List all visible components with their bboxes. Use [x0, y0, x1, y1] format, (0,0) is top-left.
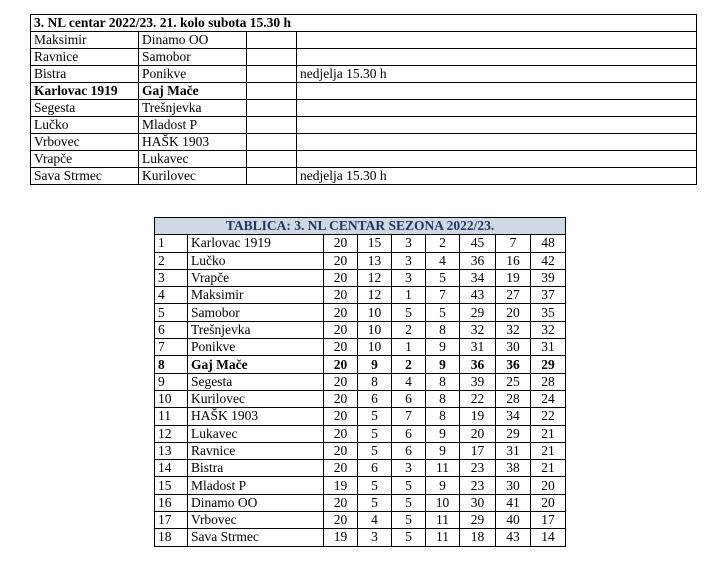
- standings-team: Karlovac 1919: [188, 235, 324, 252]
- standings-goals-for: 22: [460, 390, 496, 407]
- standings-losses: 9: [426, 339, 460, 356]
- fixture-row: [31, 66, 697, 83]
- standings-row: [155, 339, 566, 356]
- standings-row: [155, 287, 566, 304]
- fixture-away-team: Mladost P: [139, 117, 247, 134]
- standings-team: Lukavec: [188, 425, 324, 442]
- standings-goals-against: 43: [496, 529, 531, 546]
- standings-losses: 5: [426, 304, 460, 321]
- standings-wins: 6: [358, 390, 392, 407]
- standings-draws: 6: [392, 390, 426, 407]
- standings-losses: 11: [426, 529, 460, 546]
- standings-goals-for: 36: [460, 356, 496, 373]
- standings-rank: 10: [155, 390, 188, 407]
- standings-goals-for: 31: [460, 339, 496, 356]
- fixture-row: [31, 168, 697, 185]
- standings-goals-against: 41: [496, 494, 531, 511]
- fixture-note: [297, 32, 697, 49]
- standings-played: 20: [324, 235, 358, 252]
- fixture-note: [297, 151, 697, 168]
- fixture-row: [31, 49, 697, 66]
- standings-row: [155, 321, 566, 338]
- standings-team: Maksimir: [188, 287, 324, 304]
- fixture-note: [297, 134, 697, 151]
- fixture-away-team: Kurilovec: [139, 168, 247, 185]
- standings-rank: 1: [155, 235, 188, 252]
- standings-goals-for: 18: [460, 529, 496, 546]
- fixture-away-team: Lukavec: [139, 151, 247, 168]
- standings-goals-against: 30: [496, 477, 531, 494]
- standings-title-row: [155, 218, 566, 235]
- fixture-home-team: Karlovac 1919: [31, 83, 139, 100]
- standings-goals-for: 19: [460, 408, 496, 425]
- standings-goals-for: 23: [460, 477, 496, 494]
- standings-goals-for: 45: [460, 235, 496, 252]
- fixture-note: [297, 83, 697, 100]
- standings-rank: 2: [155, 252, 188, 269]
- standings-goals-against: 16: [496, 252, 531, 269]
- standings-losses: 9: [426, 425, 460, 442]
- fixture-home-team: Ravnice: [31, 49, 139, 66]
- standings-draws: 6: [392, 442, 426, 459]
- standings-played: 20: [324, 252, 358, 269]
- standings-points: 14: [531, 529, 566, 546]
- standings-rank: 18: [155, 529, 188, 546]
- standings-points: 21: [531, 442, 566, 459]
- standings-team: HAŠK 1903: [188, 408, 324, 425]
- standings-team: Vrapče: [188, 269, 324, 286]
- standings-draws: 3: [392, 252, 426, 269]
- fixture-empty-cell: [247, 66, 297, 83]
- standings-team: Kurilovec: [188, 390, 324, 407]
- standings-team: Bistra: [188, 460, 324, 477]
- fixture-away-team: Trešnjevka: [139, 100, 247, 117]
- standings-row: [155, 252, 566, 269]
- standings-rank: 9: [155, 373, 188, 390]
- standings-draws: 7: [392, 408, 426, 425]
- fixture-empty-cell: [247, 151, 297, 168]
- standings-team: Trešnjevka: [188, 321, 324, 338]
- standings-played: 20: [324, 269, 358, 286]
- standings-row: [155, 356, 566, 373]
- fixture-note: [297, 117, 697, 134]
- fixture-row: [31, 151, 697, 168]
- standings-points: 28: [531, 373, 566, 390]
- standings-wins: 10: [358, 321, 392, 338]
- standings-rank: 17: [155, 512, 188, 529]
- standings-played: 20: [324, 442, 358, 459]
- standings-goals-for: 36: [460, 252, 496, 269]
- standings-played: 20: [324, 408, 358, 425]
- standings-wins: 5: [358, 442, 392, 459]
- fixture-row: [31, 100, 697, 117]
- standings-team: Mladost P: [188, 477, 324, 494]
- standings-goals-for: 20: [460, 425, 496, 442]
- standings-wins: 5: [358, 494, 392, 511]
- fixture-home-team: Sava Strmec: [31, 168, 139, 185]
- standings-wins: 5: [358, 477, 392, 494]
- standings-team: Sava Strmec: [188, 529, 324, 546]
- fixture-note: [297, 49, 697, 66]
- standings-team: Ponikve: [188, 339, 324, 356]
- standings-row: [155, 512, 566, 529]
- standings-points: 20: [531, 494, 566, 511]
- standings-played: 20: [324, 356, 358, 373]
- standings-draws: 1: [392, 287, 426, 304]
- standings-losses: 9: [426, 356, 460, 373]
- fixture-away-team: Dinamo OO: [139, 32, 247, 49]
- standings-draws: 5: [392, 529, 426, 546]
- standings-goals-for: 39: [460, 373, 496, 390]
- standings-goals-for: 29: [460, 304, 496, 321]
- standings-draws: 2: [392, 356, 426, 373]
- standings-played: 20: [324, 494, 358, 511]
- standings-wins: 6: [358, 460, 392, 477]
- standings-losses: 4: [426, 252, 460, 269]
- standings-row: [155, 425, 566, 442]
- fixture-empty-cell: [247, 32, 297, 49]
- fixture-row: [31, 134, 697, 151]
- fixture-home-team: Vrapče: [31, 151, 139, 168]
- standings-points: 17: [531, 512, 566, 529]
- standings-draws: 5: [392, 494, 426, 511]
- fixtures-table: [30, 14, 697, 185]
- standings-rank: 11: [155, 408, 188, 425]
- standings-goals-against: 38: [496, 460, 531, 477]
- fixture-note: [297, 100, 697, 117]
- standings-draws: 5: [392, 304, 426, 321]
- standings-row: [155, 529, 566, 546]
- fixtures-title-row: [31, 15, 697, 32]
- standings-goals-for: 30: [460, 494, 496, 511]
- standings-draws: 3: [392, 460, 426, 477]
- standings-losses: 9: [426, 477, 460, 494]
- standings-team: Lučko: [188, 252, 324, 269]
- standings-rank: 15: [155, 477, 188, 494]
- standings-wins: 5: [358, 408, 392, 425]
- standings-points: 48: [531, 235, 566, 252]
- standings-draws: 6: [392, 425, 426, 442]
- standings-goals-against: 7: [496, 235, 531, 252]
- fixture-home-team: Segesta: [31, 100, 139, 117]
- standings-played: 20: [324, 512, 358, 529]
- standings-losses: 8: [426, 390, 460, 407]
- standings-goals-against: 28: [496, 390, 531, 407]
- standings-rank: 16: [155, 494, 188, 511]
- fixture-away-team: Ponikve: [139, 66, 247, 83]
- standings-rank: 12: [155, 425, 188, 442]
- standings-played: 20: [324, 321, 358, 338]
- standings-goals-for: 34: [460, 269, 496, 286]
- standings-goals-against: 25: [496, 373, 531, 390]
- standings-wins: 15: [358, 235, 392, 252]
- fixture-empty-cell: [247, 49, 297, 66]
- fixture-away-team: Gaj Mače: [139, 83, 247, 100]
- standings-goals-for: 43: [460, 287, 496, 304]
- standings-goals-against: 36: [496, 356, 531, 373]
- standings-wins: 12: [358, 287, 392, 304]
- standings-points: 21: [531, 425, 566, 442]
- standings-rank: 4: [155, 287, 188, 304]
- standings-row: [155, 269, 566, 286]
- fixture-empty-cell: [247, 168, 297, 185]
- standings-points: 35: [531, 304, 566, 321]
- fixture-row: [31, 32, 697, 49]
- standings-losses: 8: [426, 321, 460, 338]
- standings-losses: 10: [426, 494, 460, 511]
- standings-losses: 9: [426, 442, 460, 459]
- standings-draws: 3: [392, 269, 426, 286]
- standings-goals-for: 32: [460, 321, 496, 338]
- standings-goals-against: 29: [496, 425, 531, 442]
- standings-row: [155, 390, 566, 407]
- standings-points: 21: [531, 460, 566, 477]
- standings-team: Ravnice: [188, 442, 324, 459]
- standings-rank: 6: [155, 321, 188, 338]
- fixture-home-team: Vrbovec: [31, 134, 139, 151]
- standings-points: 42: [531, 252, 566, 269]
- standings-losses: 8: [426, 373, 460, 390]
- standings-rank: 3: [155, 269, 188, 286]
- fixture-home-team: Maksimir: [31, 32, 139, 49]
- standings-row: [155, 494, 566, 511]
- standings-team: Dinamo OO: [188, 494, 324, 511]
- fixture-away-team: HAŠK 1903: [139, 134, 247, 151]
- standings-played: 20: [324, 390, 358, 407]
- standings-goals-for: 29: [460, 512, 496, 529]
- standings-points: 22: [531, 408, 566, 425]
- fixture-home-team: Lučko: [31, 117, 139, 134]
- standings-points: 24: [531, 390, 566, 407]
- standings-played: 20: [324, 373, 358, 390]
- standings-losses: 11: [426, 460, 460, 477]
- standings-draws: 4: [392, 373, 426, 390]
- standings-draws: 5: [392, 477, 426, 494]
- standings-wins: 13: [358, 252, 392, 269]
- standings-points: 32: [531, 321, 566, 338]
- standings-row: [155, 373, 566, 390]
- standings-draws: 1: [392, 339, 426, 356]
- standings-row: [155, 460, 566, 477]
- standings-goals-against: 20: [496, 304, 531, 321]
- standings-played: 20: [324, 460, 358, 477]
- standings-losses: 5: [426, 269, 460, 286]
- standings-goals-against: 27: [496, 287, 531, 304]
- standings-row: [155, 304, 566, 321]
- standings-played: 19: [324, 477, 358, 494]
- standings-points: 20: [531, 477, 566, 494]
- standings-played: 20: [324, 339, 358, 356]
- standings-played: 20: [324, 287, 358, 304]
- fixture-empty-cell: [247, 100, 297, 117]
- standings-wins: 5: [358, 425, 392, 442]
- standings-row: [155, 477, 566, 494]
- standings-draws: 2: [392, 321, 426, 338]
- fixture-row: [31, 117, 697, 134]
- standings-wins: 12: [358, 269, 392, 286]
- standings-rank: 7: [155, 339, 188, 356]
- standings-title: TABLICA: 3. NL CENTAR SEZONA 2022/23.: [155, 218, 566, 235]
- standings-points: 39: [531, 269, 566, 286]
- standings-row: [155, 442, 566, 459]
- fixture-empty-cell: [247, 83, 297, 100]
- standings-row: [155, 408, 566, 425]
- standings-rank: 8: [155, 356, 188, 373]
- standings-draws: 3: [392, 235, 426, 252]
- fixture-empty-cell: [247, 117, 297, 134]
- standings-goals-against: 31: [496, 442, 531, 459]
- standings-goals-for: 23: [460, 460, 496, 477]
- standings-team: Segesta: [188, 373, 324, 390]
- standings-wins: 10: [358, 339, 392, 356]
- standings-played: 20: [324, 304, 358, 321]
- standings-goals-against: 19: [496, 269, 531, 286]
- standings-goals-against: 40: [496, 512, 531, 529]
- standings-wins: 3: [358, 529, 392, 546]
- standings-rank: 5: [155, 304, 188, 321]
- standings-wins: 9: [358, 356, 392, 373]
- standings-team: Vrbovec: [188, 512, 324, 529]
- standings-losses: 11: [426, 512, 460, 529]
- standings-played: 20: [324, 425, 358, 442]
- standings-rank: 13: [155, 442, 188, 459]
- standings-goals-against: 30: [496, 339, 531, 356]
- standings-wins: 8: [358, 373, 392, 390]
- standings-goals-against: 34: [496, 408, 531, 425]
- standings-wins: 10: [358, 304, 392, 321]
- standings-goals-against: 32: [496, 321, 531, 338]
- fixture-row: [31, 83, 697, 100]
- fixture-note: nedjelja 15.30 h: [297, 66, 697, 83]
- standings-table: [154, 217, 566, 547]
- standings-team: Samobor: [188, 304, 324, 321]
- standings-row: [155, 235, 566, 252]
- fixture-empty-cell: [247, 134, 297, 151]
- standings-team: Gaj Mače: [188, 356, 324, 373]
- standings-points: 37: [531, 287, 566, 304]
- standings-losses: 7: [426, 287, 460, 304]
- standings-losses: 8: [426, 408, 460, 425]
- fixture-away-team: Samobor: [139, 49, 247, 66]
- fixtures-title: 3. NL centar 2022/23. 21. kolo subota 15.30 h: [31, 15, 697, 32]
- fixture-home-team: Bistra: [31, 66, 139, 83]
- standings-losses: 2: [426, 235, 460, 252]
- fixture-note: nedjelja 15.30 h: [297, 168, 697, 185]
- standings-points: 31: [531, 339, 566, 356]
- standings-draws: 5: [392, 512, 426, 529]
- standings-goals-for: 17: [460, 442, 496, 459]
- standings-points: 29: [531, 356, 566, 373]
- standings-played: 19: [324, 529, 358, 546]
- standings-rank: 14: [155, 460, 188, 477]
- standings-wins: 4: [358, 512, 392, 529]
